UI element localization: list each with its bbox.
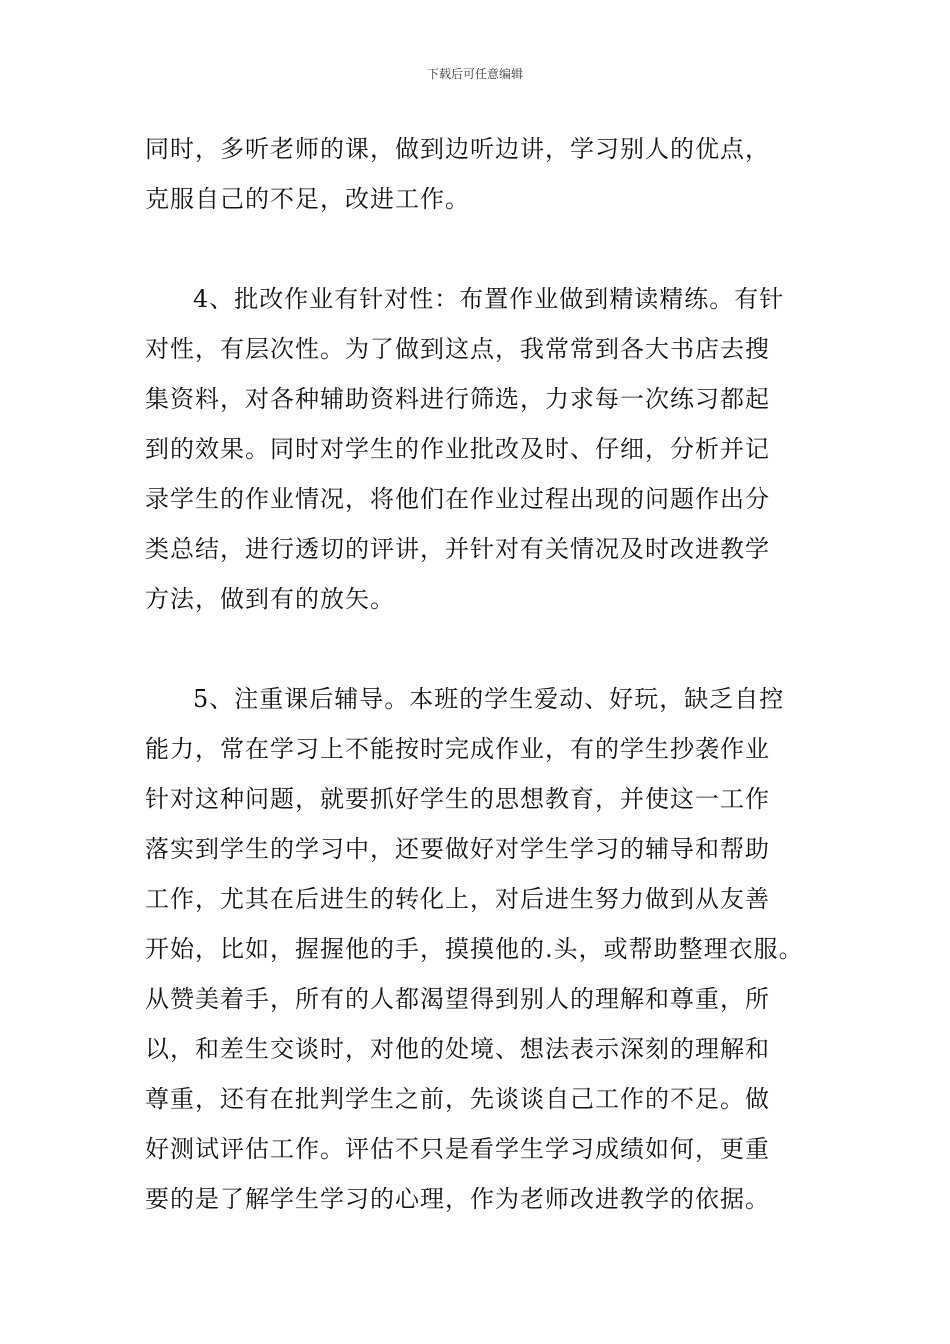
text-line: 5、注重课后辅导。本班的学生爱动、好玩，缺乏自控	[193, 685, 785, 713]
text-line: 工作，尤其在后进生的转化上，对后进生努力做到从友善	[145, 885, 770, 913]
text-line: 4、批改作业有针对性：布置作业做到精读精练。有针	[193, 285, 785, 313]
text-line: 克服自己的不足，改进工作。	[145, 185, 470, 213]
text-line: 方法，做到有的放矢。	[145, 585, 395, 613]
text-line: 针对这种问题，就要抓好学生的思想教育，并使这一工作	[145, 785, 770, 813]
text-line: 要的是了解学生学习的心理，作为老师改进教学的依据。	[145, 1185, 770, 1213]
text-line: 类总结，进行透切的评讲，并针对有关情况及时改进教学	[145, 535, 770, 563]
text-line: 同时，多听老师的课，做到边听边讲，学习别人的优点，	[145, 135, 770, 163]
paragraph-3	[145, 674, 825, 1224]
text-line: 以，和差生交谈时，对他的处境、想法表示深刻的理解和	[145, 1035, 770, 1063]
document-body	[145, 124, 825, 1224]
text-line: 到的效果。同时对学生的作业批改及时、仔细，分析并记	[145, 435, 770, 463]
page-header: 下载后可任意编辑	[426, 67, 523, 81]
text-line: 好测试评估工作。评估不只是看学生学习成绩如何，更重	[145, 1135, 770, 1163]
text-line: 开始，比如，握握他的手，摸摸他的.头，或帮助整理衣服。	[145, 935, 804, 963]
text-line: 集资料，对各种辅助资料进行筛选，力求每一次练习都起	[145, 385, 770, 413]
text-line: 录学生的作业情况，将他们在作业过程出现的问题作出分	[145, 485, 770, 513]
text-line: 从赞美着手，所有的人都渴望得到别人的理解和尊重，所	[145, 985, 770, 1013]
text-line: 落实到学生的学习中，还要做好对学生学习的辅导和帮助	[145, 835, 770, 863]
text-line: 对性，有层次性。为了做到这点，我常常到各大书店去搜	[145, 335, 770, 363]
paragraph-spacer	[145, 224, 825, 274]
paragraph-1	[145, 124, 825, 224]
paragraph-2	[145, 274, 825, 624]
text-line: 能力，常在学习上不能按时完成作业，有的学生抄袭作业	[145, 735, 770, 763]
text-line: 尊重，还有在批判学生之前，先谈谈自己工作的不足。做	[145, 1085, 770, 1113]
paragraph-spacer	[145, 624, 825, 674]
